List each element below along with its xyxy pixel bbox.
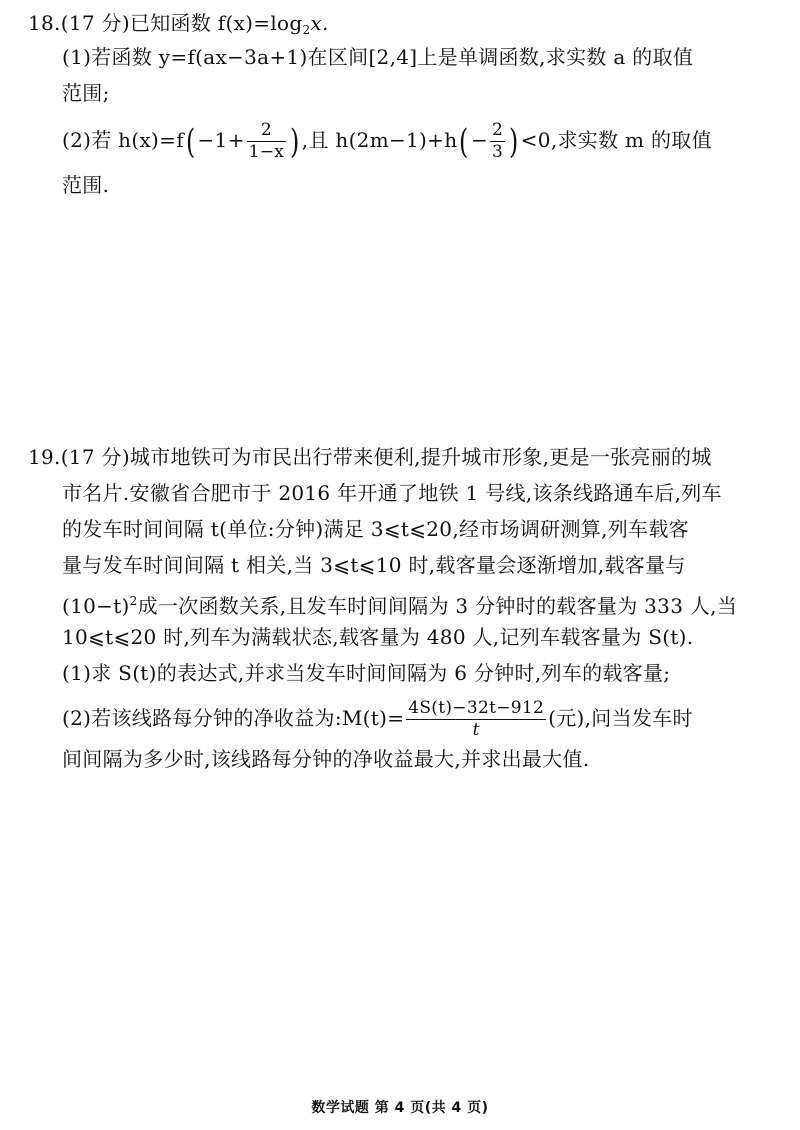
q19-line5-expr: (10−t) (62, 594, 130, 618)
q19-part2-line2: 间间隔为多少时,该线路每分钟的净收益最大,并求出最大值. (62, 747, 590, 771)
q18-frac2-denominator: 3 (492, 142, 504, 162)
q18-part2-suffix: <0,求实数 m 的取值 (520, 128, 712, 152)
q18-part2-inner-left: −1+ (197, 128, 245, 152)
q19-line3: 的发车时间间隔 t(单位:分钟)满足 3⩽t⩽20,经市场调研测算,列车载客 (62, 517, 689, 541)
q18-frac1-denominator: 1−x (248, 142, 285, 162)
q18-points: (17 分) (60, 11, 130, 35)
q18-part2-line1 (62, 122, 712, 161)
q19-line2: 市名片.安徽省合肥市于 2016 年开通了地铁 1 号线,该条线路通车后,列车 (62, 481, 722, 505)
q18-func-def: f(x)=log (217, 11, 303, 35)
q18-part1-line2: 范围; (62, 81, 110, 105)
q18-part2-line2: 范围. (62, 173, 110, 197)
q18-frac2-numerator: 2 (492, 120, 504, 140)
right-paren: ) (509, 122, 519, 162)
left-paren: ( (459, 122, 469, 162)
q19-line5 (62, 588, 737, 619)
q18-part2-mid: ,且 h(2m−1)+h (301, 128, 458, 152)
q19-line5-exponent: 2 (129, 594, 138, 608)
q19-part2-line1 (62, 700, 693, 739)
q19-part1: (1)求 S(t)的表达式,并求当发车时间间隔为 6 分钟时,列车的载客量; (62, 661, 671, 685)
q18-part2-inner-minus: − (470, 128, 489, 152)
right-paren: ) (290, 122, 300, 162)
left-paren: ( (185, 122, 196, 162)
q18-frac1-numerator: 2 (247, 122, 287, 142)
q18-func-var: x. (310, 11, 329, 35)
q18-part2-prefix: (2)若 h(x)=f (62, 128, 184, 152)
q19-frac-numerator: 4S(t)−32t−912 (408, 698, 545, 718)
q19-line6: 10⩽t⩽20 时,列车为满载状态,载客量为 480 人,记列车载客量为 S(t). (62, 625, 694, 649)
q19-fraction (406, 700, 546, 739)
page-footer: 数学试题 第 4 页(共 4 页) (311, 1100, 489, 1116)
q19-line4: 量与发车时间间隔 t 相关,当 3⩽t⩽10 时,载客量会逐渐增加,载客量与 (62, 553, 686, 577)
q19-part2-prefix: (2)若该线路每分钟的净收益为:M(t)= (62, 706, 405, 730)
q18-intro: 已知函数 (129, 11, 218, 35)
q18-part1-line1: (1)若函数 y=f(ax−3a+1)在区间[2,4]上是单调函数,求实数 a 的取值 (62, 45, 694, 69)
q18-fraction-2 (490, 122, 505, 161)
q19-frac-denominator: t (472, 720, 480, 740)
q19-line5-text: 成一次函数关系,且发车时间间隔为 3 分钟时的载客量为 333 人,当 (137, 594, 738, 618)
q18-fraction-1 (247, 122, 287, 161)
q18-log-base: 2 (302, 23, 311, 37)
q18-number: 18. (28, 11, 61, 35)
q18-header (28, 10, 329, 43)
q19-part2-suffix: (元),问当发车时 (548, 706, 693, 730)
q19-line1: 19.(17 分)城市地铁可为市民出行带来便利,提升城市形象,更是一张亮丽的城 (28, 445, 712, 469)
